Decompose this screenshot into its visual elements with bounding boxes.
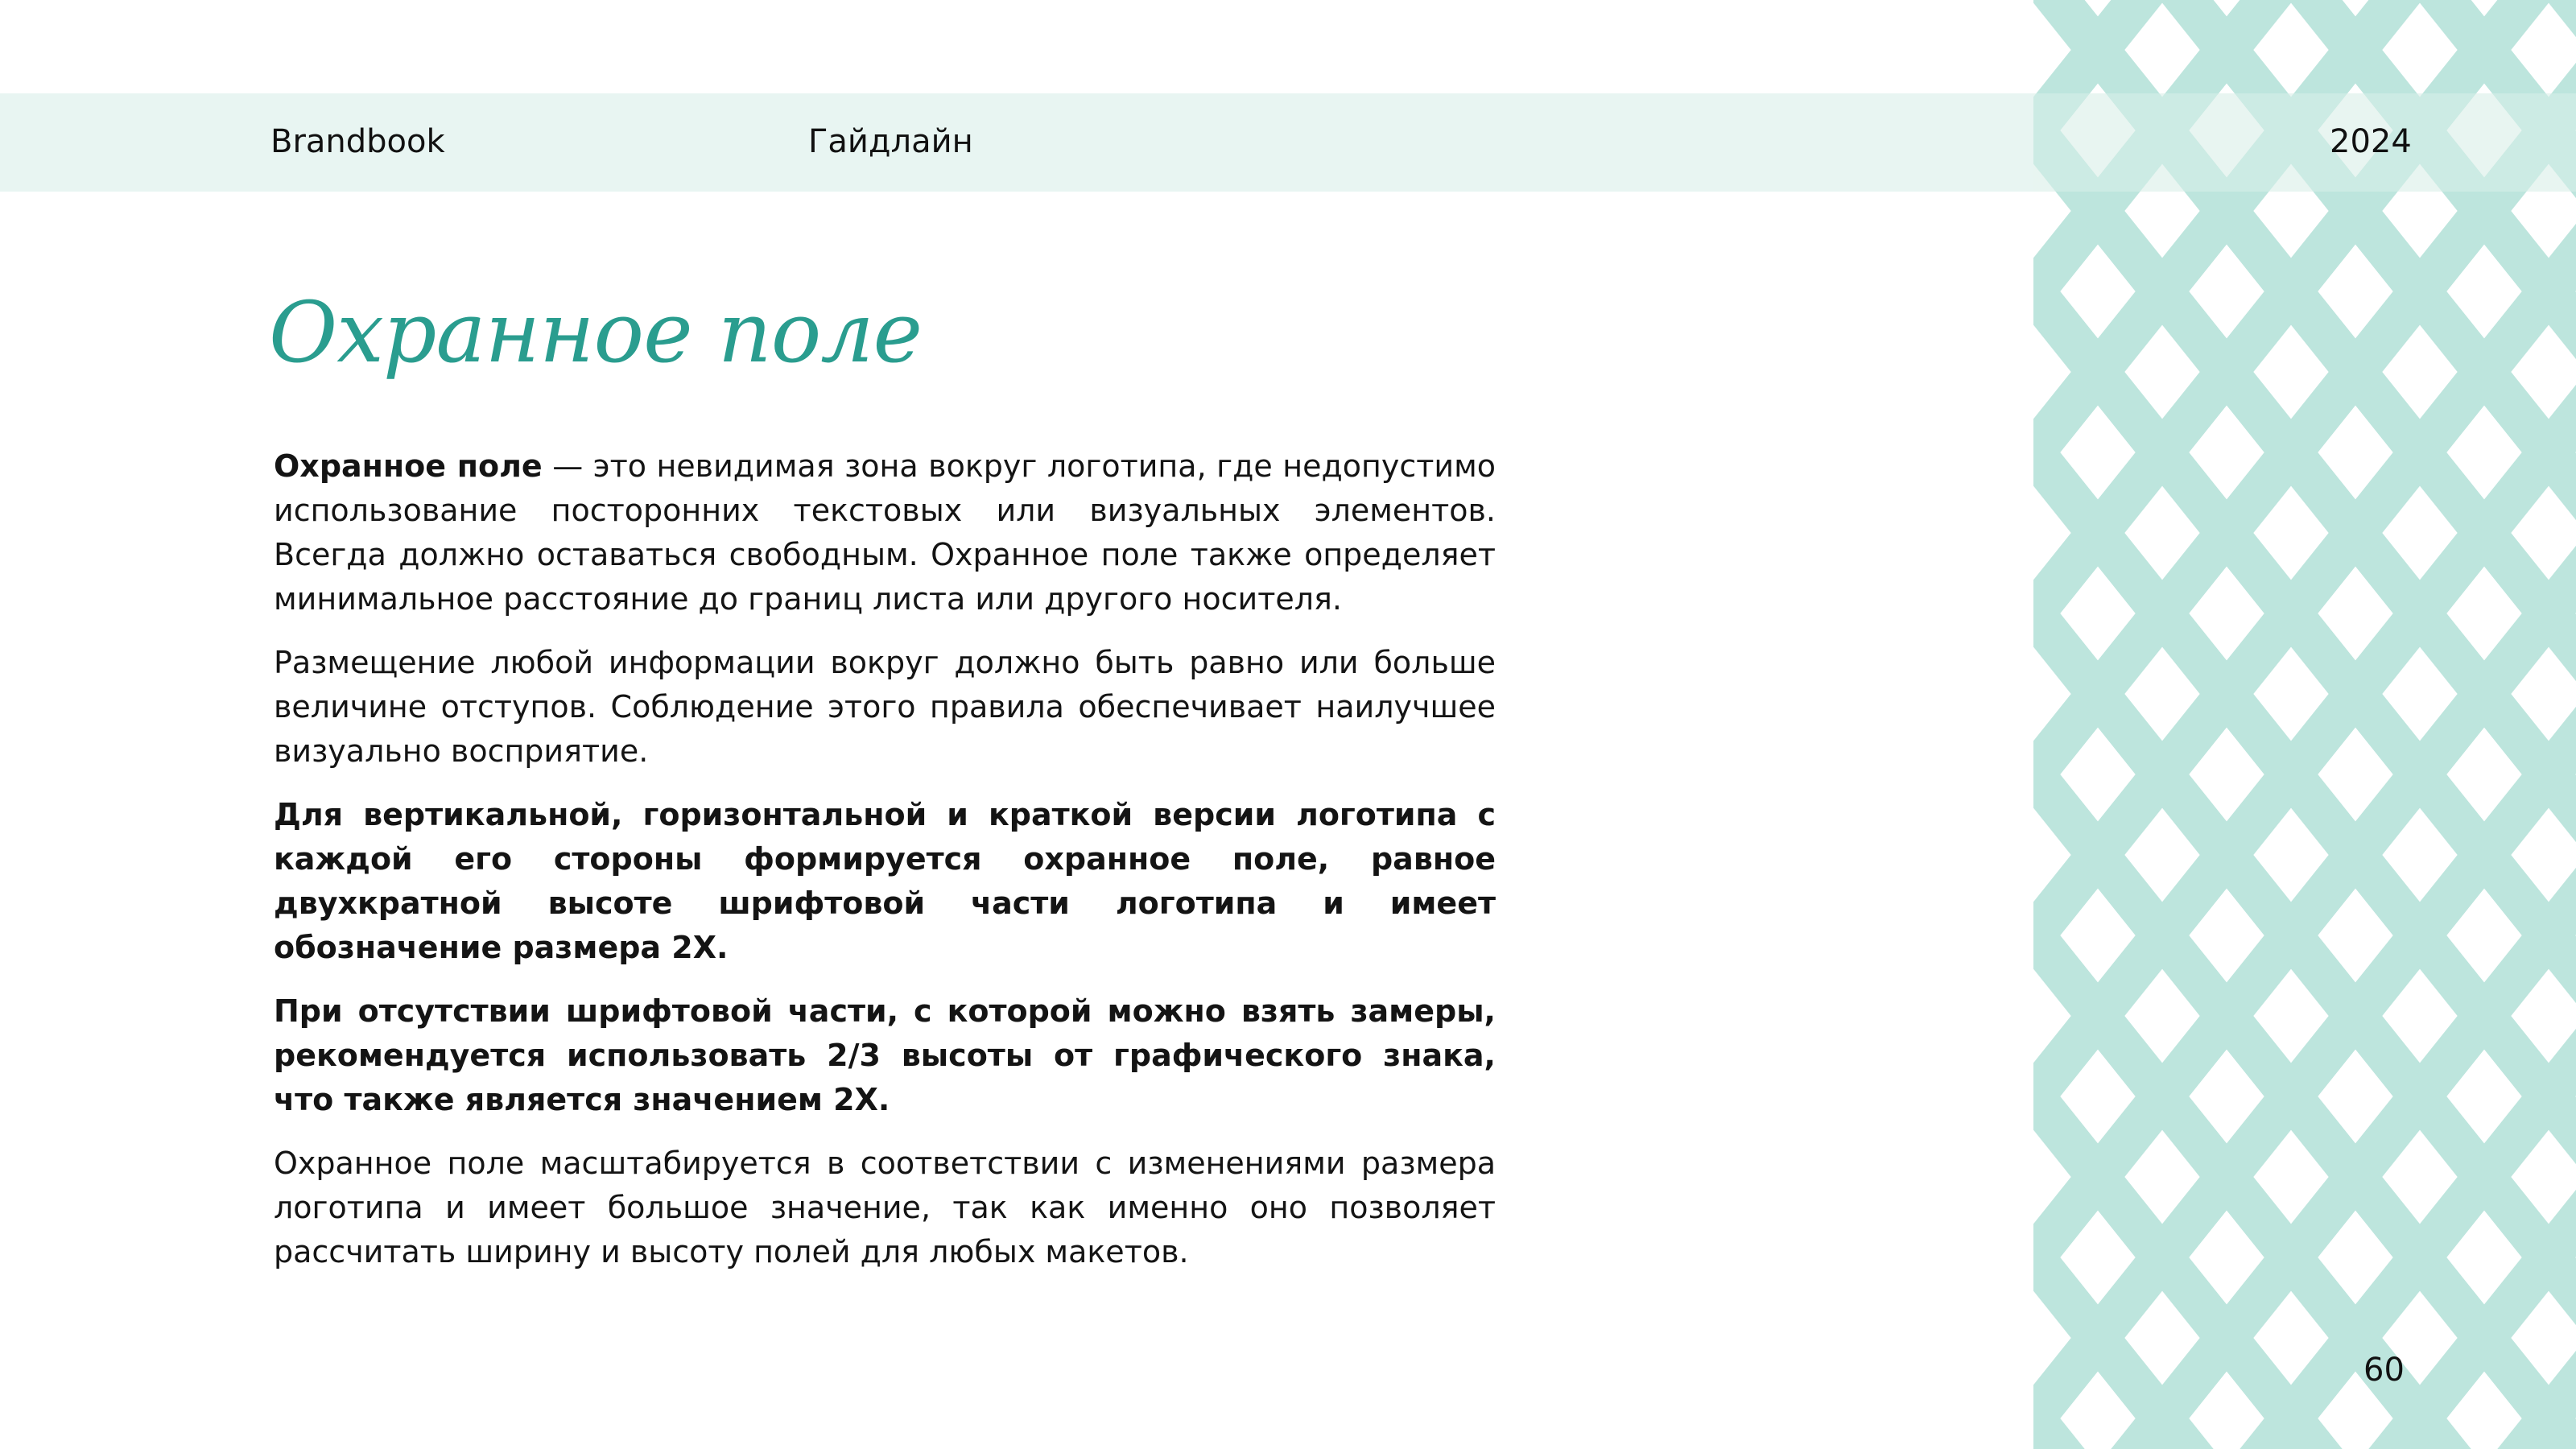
page-title: Охранное поле [269,283,923,382]
paragraph-1-rest: — это невидимая зона вокруг логотипа, где недопустимо использование посторонних текстовых или визуальных элементов. Всегда должно оставаться свободным. Охранное поле также определяет минимальное расстояние до границ листа или другого носителя. [274,448,1496,617]
paragraph-3: Для вертикальной, горизонтальной и краткой версии логотипа с каждой его стороны формируется охранное поле, равное двухкратной высоте шрифтовой части логотипа и имеет обозначение размера 2Х. [274,797,1496,965]
page-number: 60 [2363,1352,2405,1389]
paragraph-1-lead: Охранное поле [274,448,543,484]
paragraph-4: При отсутствии шрифтовой части, с которой можно взять замеры, рекомендуется использовать 2/3 высоты от графического знака, что также является значением 2Х. [274,993,1496,1117]
paragraph-2: Размещение любой информации вокруг должно быть равно или больше величине отступов. Соблюдение этого правила обеспечивает наилучшее визуально восприятие. [274,645,1496,769]
paragraph-5: Охранное поле масштабируется в соответствии с изменениями размера логотипа и имеет большое значение, так как именно оно позволяет рассчитать ширину и высоту полей для любых макетов. [274,1146,1496,1269]
paragraph-1 [274,444,1496,621]
header-section: Гайдлайн [808,123,973,160]
header-brand: Brandbook [270,123,445,160]
zigzag-pattern [2033,0,2576,1449]
header-year: 2024 [2330,123,2412,160]
body-text [274,444,1496,1294]
